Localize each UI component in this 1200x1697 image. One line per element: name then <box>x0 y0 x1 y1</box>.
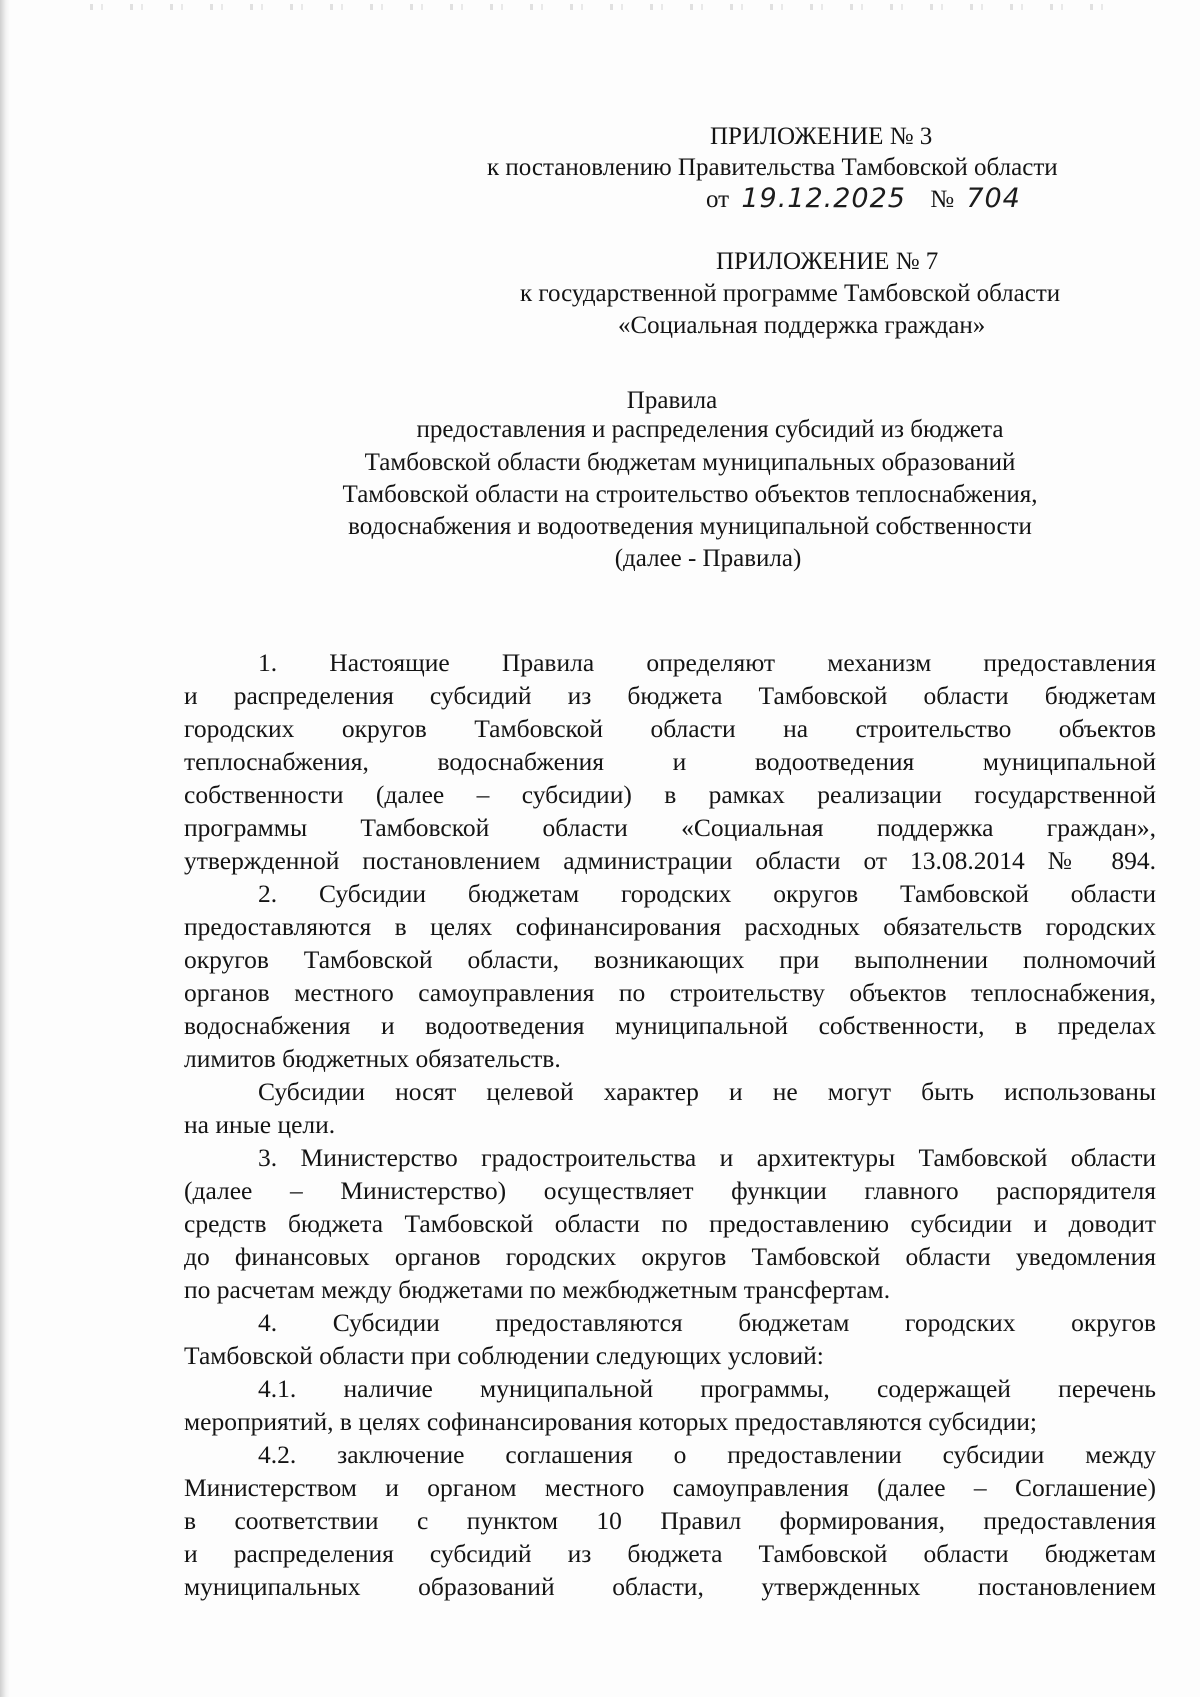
scan-noise <box>90 4 1110 10</box>
paragraph-line: 4.2. заключение соглашения о предоставлении субсидии между <box>258 1440 1156 1469</box>
paragraph-line: на иные цели. <box>184 1110 336 1139</box>
paragraph-line: муниципальных образований области, утвержденных постановлением <box>184 1572 1156 1601</box>
paragraph-line: городских округов Тамбовской области на строительство объектов <box>184 714 1156 743</box>
appendix3-title: ПРИЛОЖЕНИЕ № 3 <box>710 123 933 150</box>
paragraph-line: Тамбовской области при соблюдении следующих условий: <box>184 1341 824 1370</box>
appendix3-date-line <box>706 182 1021 217</box>
paragraph-line: до финансовых органов городских округов Тамбовской области уведомления <box>184 1242 1156 1271</box>
document-title: Правила <box>626 387 718 414</box>
document-subtitle-line: водоснабжения и водоотведения муниципальной собственности <box>348 513 1032 540</box>
document-subtitle-line: Тамбовской области на строительство объектов теплоснабжения, <box>342 481 1038 508</box>
handwritten-number: 704 <box>966 183 1021 214</box>
paragraph-line: 4.1. наличие муниципальной программы, содержащей перечень <box>258 1374 1156 1403</box>
paragraph-line: (далее – Министерство) осуществляет функции главного распорядителя <box>184 1176 1156 1205</box>
document-subtitle-line: Тамбовской области бюджетам муниципальных образований <box>364 449 1016 476</box>
paragraph-line: округов Тамбовской области, возникающих при выполнении полномочий <box>184 945 1156 974</box>
paragraph-line: 4. Субсидии предоставляются бюджетам городских округов <box>258 1308 1156 1337</box>
paragraph-line: Министерством и органом местного самоуправления (далее – Соглашение) <box>184 1473 1156 1502</box>
paragraph-line: 1. Настоящие Правила определяют механизм предоставления <box>258 648 1156 677</box>
paragraph-line: предоставляются в целях софинансирования расходных обязательств городских <box>184 912 1156 941</box>
appendix7-title: ПРИЛОЖЕНИЕ № 7 <box>716 248 939 275</box>
number-sign: № <box>930 186 955 213</box>
paragraph-line: собственности (далее – субсидии) в рамках реализации государственной <box>184 780 1156 809</box>
paragraph-line: 3. Министерство градостроительства и архитектуры Тамбовской области <box>258 1143 1156 1172</box>
paragraph-line: по расчетам между бюджетами по межбюджетным трансфертам. <box>184 1275 891 1304</box>
paragraph-line: в соответствии с пунктом 10 Правил формирования, предоставления <box>184 1506 1156 1535</box>
paragraph-line: органов местного самоуправления по строительству объектов теплоснабжения, <box>184 978 1156 1007</box>
scan-edge-shadow <box>0 0 10 1697</box>
paragraph-line: и распределения субсидий из бюджета Тамбовской области бюджетам <box>184 1539 1156 1568</box>
paragraph-line: водоснабжения и водоотведения муниципальной собственности, в пределах <box>184 1011 1156 1040</box>
paragraph-line: и распределения субсидий из бюджета Тамбовской области бюджетам <box>184 681 1156 710</box>
paragraph-line: средств бюджета Тамбовской области по предоставлению субсидии и доводит <box>184 1209 1156 1238</box>
paragraph-line: программы Тамбовской области «Социальная поддержка граждан», <box>184 813 1156 842</box>
appendix7-reference-line2: «Социальная поддержка граждан» <box>618 312 986 339</box>
document-subtitle-line: предоставления и распределения субсидий из бюджета <box>416 416 1004 443</box>
handwritten-date: 19.12.2025 <box>741 183 906 214</box>
paragraph-line: мероприятий, в целях софинансирования которых предоставляются субсидии; <box>184 1407 1037 1436</box>
document-subtitle-line: (далее - Правила) <box>614 545 802 572</box>
appendix7-reference-line1: к государственной программе Тамбовской области <box>520 280 1061 307</box>
appendix3-reference: к постановлению Правительства Тамбовской области <box>487 154 1058 181</box>
paragraph-line: теплоснабжения, водоснабжения и водоотведения муниципальной <box>184 747 1156 776</box>
date-prefix: от <box>706 186 730 213</box>
paragraph-line: Субсидии носят целевой характер и не могут быть использованы <box>258 1077 1156 1106</box>
paragraph-line: лимитов бюджетных обязательств. <box>184 1044 561 1073</box>
paragraph-line: утвержденной постановлением администрации области от 13.08.2014 № 894. <box>184 846 1156 875</box>
paragraph-line: 2. Субсидии бюджетам городских округов Тамбовской области <box>258 879 1156 908</box>
